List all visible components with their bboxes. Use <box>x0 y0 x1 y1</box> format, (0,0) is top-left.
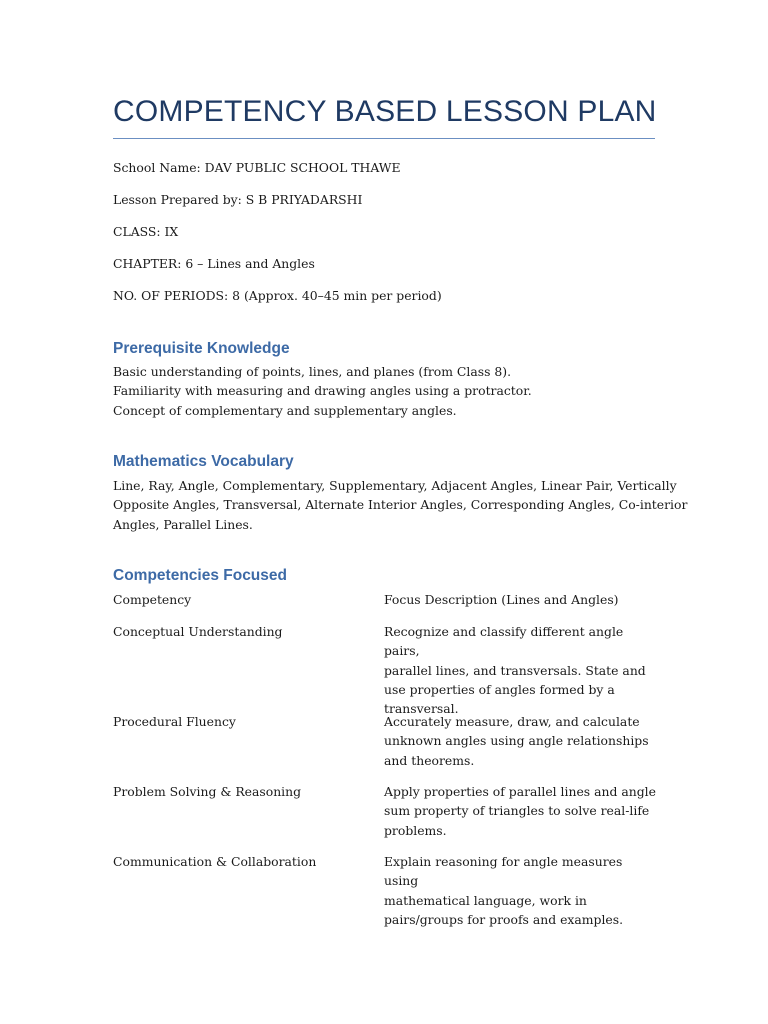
description-line: pairs/groups for proofs and examples. <box>384 911 624 927</box>
description-line: mathematical language, work in <box>384 892 587 908</box>
description-line: problems. <box>384 822 447 838</box>
competency-description <box>384 712 656 770</box>
competencies-heading: Competencies Focused <box>113 567 287 584</box>
vocabulary-line: Line, Ray, Angle, Complementary, Supplementary, Adjacent Angles, Linear Pair, Vertically <box>113 478 677 493</box>
title-underline <box>113 138 655 139</box>
competency-name: Problem Solving & Reasoning <box>113 784 302 799</box>
competency-name: Communication & Collaboration <box>113 854 317 869</box>
competency-name: Conceptual Understanding <box>113 624 283 639</box>
vocabulary-text <box>113 476 688 534</box>
description-line: unknown angles using angle relationships <box>384 733 649 749</box>
description-line: sum property of triangles to solve real-life <box>384 803 650 819</box>
description-line: Explain reasoning for angle measures using <box>384 854 623 889</box>
header-focus-description: Focus Description (Lines and Angles) <box>384 592 619 607</box>
vocabulary-line: Opposite Angles, Transversal, Alternate Interior Angles, Corresponding Angles, Co-interior <box>113 497 688 513</box>
school-name: School Name: DAV PUBLIC SCHOOL THAWE <box>113 160 401 175</box>
description-line: Recognize and classify different angle pairs, <box>384 624 624 659</box>
description-line: parallel lines, and transversals. State and <box>384 662 646 678</box>
description-line: Accurately measure, draw, and calculate <box>384 714 640 729</box>
competency-description <box>384 622 656 718</box>
prerequisite-line: Concept of complementary and supplementary angles. <box>113 402 457 418</box>
prerequisite-text <box>113 362 658 420</box>
competency-description <box>384 782 656 840</box>
description-line: transversal. <box>384 701 459 717</box>
vocabulary-heading: Mathematics Vocabulary <box>113 453 294 470</box>
description-line: and theorems. <box>384 752 475 768</box>
prerequisite-heading: Prerequisite Knowledge <box>113 340 290 357</box>
description-line: Apply properties of parallel lines and angle <box>384 784 656 799</box>
header-competency: Competency <box>113 592 192 607</box>
periods-info: NO. OF PERIODS: 8 (Approx. 40–45 min per period) <box>113 288 442 303</box>
prerequisite-line: Basic understanding of points, lines, and planes (from Class 8). <box>113 364 512 379</box>
vocabulary-line: Angles, Parallel Lines. <box>113 516 253 532</box>
prerequisite-line: Familiarity with measuring and drawing angles using a protractor. <box>113 383 532 399</box>
class-info: CLASS: IX <box>113 224 179 239</box>
document-title: COMPETENCY BASED LESSON PLAN <box>113 95 657 128</box>
description-line: use properties of angles formed by a <box>384 681 615 697</box>
chapter-info: CHAPTER: 6 – Lines and Angles <box>113 256 315 271</box>
competency-description <box>384 852 656 929</box>
competency-name: Procedural Fluency <box>113 714 236 729</box>
lesson-prepared-by: Lesson Prepared by: S B PRIYADARSHI <box>113 192 363 207</box>
